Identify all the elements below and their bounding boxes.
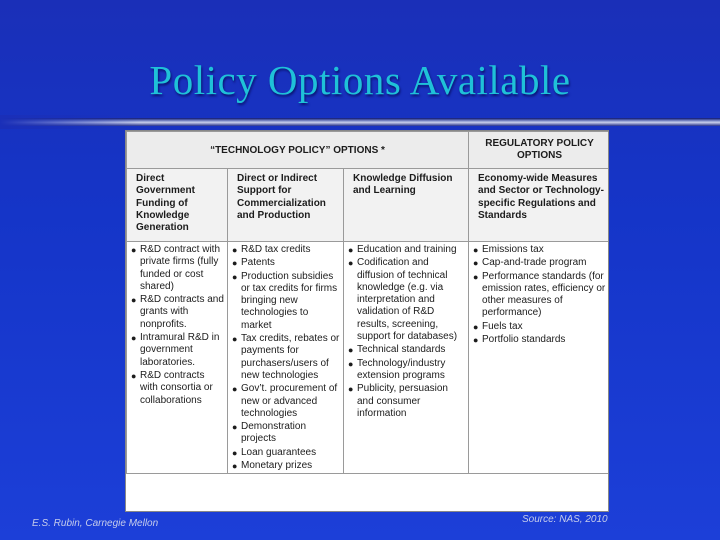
column-heading: Economy-wide Measures and Sector or Technology-specific Regulations and Standards — [469, 169, 609, 242]
list-item-text: R&D contracts and grants with nonprofits. — [140, 294, 224, 330]
list-item — [228, 244, 341, 256]
list-item — [469, 321, 608, 333]
list-item-text: Codification and diffusion of technical knowledge (e.g. via interpretation and validation of R&D results, screening, support for databases) — [357, 257, 458, 343]
bullet-icon: ● — [473, 258, 479, 269]
list-item — [228, 271, 341, 332]
list-item — [228, 421, 341, 446]
column-items-1 — [228, 242, 344, 474]
list-item-text: Performance standards (for emission rates, efficiency or other measures of performance) — [482, 270, 606, 319]
bullet-icon: ● — [232, 447, 238, 458]
bullet-icon: ● — [131, 370, 137, 381]
list-item-text: Publicity, persuasion and consumer information — [357, 383, 448, 419]
list-item — [469, 271, 608, 320]
bullet-icon: ● — [131, 295, 137, 306]
list-item-text: Gov’t. procurement of new or advanced technologies — [241, 383, 338, 419]
technology-policy-header: “TECHNOLOGY POLICY” OPTIONS * — [127, 132, 469, 169]
column-heading: Direct Government Funding of Knowledge Generation — [127, 169, 228, 242]
list-item-text: R&D contracts with consortia or collaborations — [140, 369, 213, 406]
list-item-text: Technical standards — [357, 344, 446, 356]
bullet-icon: ● — [232, 461, 238, 472]
list-item — [127, 244, 225, 293]
list-item-text: Fuels tax — [482, 320, 523, 332]
slide-title: Policy Options Available — [149, 57, 571, 103]
regulatory-policy-header: REGULATORY POLICY OPTIONS — [469, 132, 609, 169]
bullet-icon: ● — [348, 258, 354, 269]
list-item-text: Cap-and-trade program — [482, 257, 587, 269]
bullet-icon: ● — [473, 321, 479, 332]
list-item-text: Monetary prizes — [241, 460, 313, 472]
list-item — [469, 334, 608, 346]
column-heading: Direct or Indirect Support for Commercialization and Production — [228, 169, 344, 242]
list-item — [228, 447, 341, 459]
list-item — [127, 370, 225, 407]
bullet-icon: ● — [232, 245, 238, 255]
bullet-icon: ● — [131, 333, 137, 344]
list-item-text: Demonstration projects — [241, 421, 307, 445]
title-divider-fade — [0, 115, 140, 129]
column-items-0 — [127, 242, 228, 474]
source-credit: Source: NAS, 2010 — [522, 514, 608, 525]
author-credit: E.S. Rubin, Carnegie Mellon — [32, 518, 159, 529]
list-item-text: Education and training — [357, 244, 457, 255]
bullet-icon: ● — [232, 422, 238, 433]
list-item — [469, 257, 608, 269]
policy-options-table — [126, 131, 609, 474]
bullet-icon: ● — [348, 245, 354, 255]
column-heading: Knowledge Diffusion and Learning — [344, 169, 469, 242]
bullet-icon: ● — [348, 358, 354, 369]
list-item-text: R&D contract with private firms (fully funded or cost shared) — [140, 244, 221, 292]
list-item-text: Intramural R&D in government laboratories. — [140, 332, 220, 368]
list-item-text: Patents — [241, 257, 275, 269]
list-item — [469, 244, 608, 256]
list-item — [228, 383, 341, 420]
bullet-icon: ● — [348, 384, 354, 395]
policy-table — [125, 130, 609, 512]
bullet-icon: ● — [131, 245, 137, 255]
bullet-icon: ● — [232, 258, 238, 269]
list-item-text: Production subsidies or tax credits for firms bringing new technologies to market — [241, 270, 338, 331]
column-items-3 — [469, 242, 609, 474]
list-item-text: Tax credits, rebates or payments for purchasers/users of new technologies — [241, 333, 340, 381]
bullet-icon: ● — [473, 245, 479, 255]
list-item-text: Technology/industry extension programs — [357, 357, 446, 381]
list-item — [127, 332, 225, 369]
list-item — [228, 333, 341, 382]
bullet-icon: ● — [232, 271, 238, 282]
list-item — [344, 358, 466, 383]
bullet-icon: ● — [232, 334, 238, 345]
list-item — [228, 257, 341, 269]
list-item — [344, 244, 466, 256]
bullet-icon: ● — [473, 335, 479, 346]
bullet-icon: ● — [473, 271, 479, 282]
list-item — [127, 294, 225, 331]
column-items-2 — [344, 242, 469, 474]
list-item-text: R&D tax credits — [241, 244, 311, 255]
bullet-icon: ● — [348, 345, 354, 356]
list-item — [228, 460, 341, 472]
list-item-text: Loan guarantees — [241, 446, 317, 458]
list-item — [344, 383, 466, 420]
bullet-icon: ● — [232, 384, 238, 395]
list-item — [344, 344, 466, 356]
list-item-text: Emissions tax — [482, 244, 544, 255]
list-item — [344, 257, 466, 343]
list-item-text: Portfolio standards — [482, 334, 566, 346]
